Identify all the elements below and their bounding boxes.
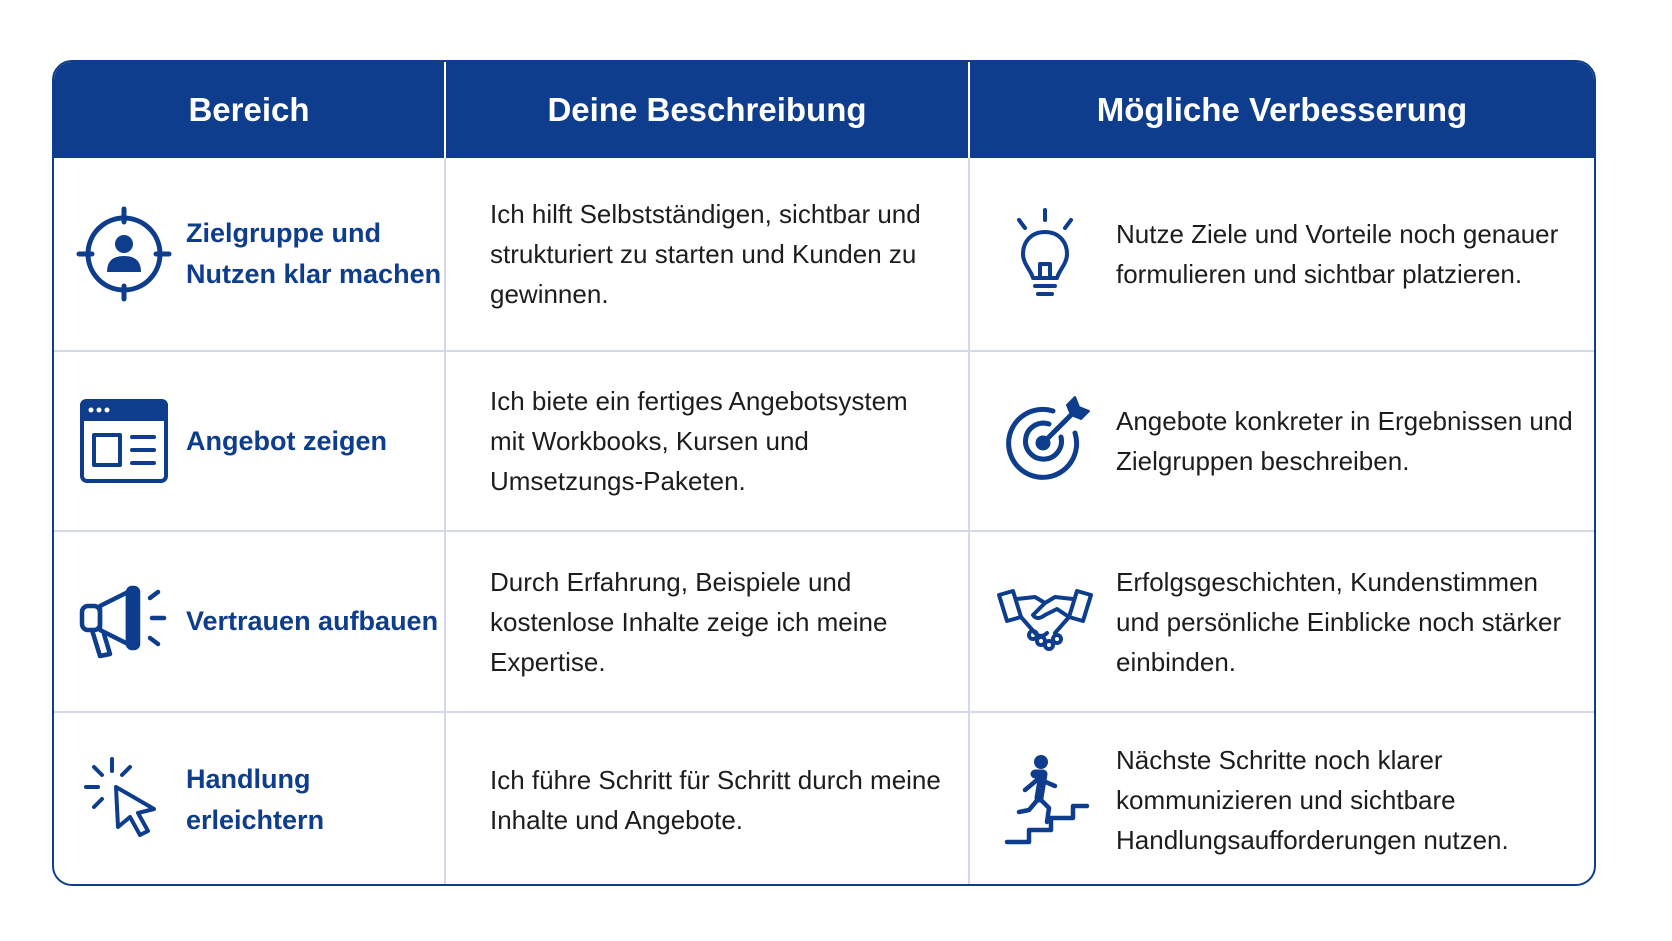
description-cell <box>444 352 968 530</box>
table-header <box>54 62 1594 158</box>
improvement-cell <box>968 532 1594 711</box>
browser-window-icon <box>74 391 174 491</box>
header-description: Deine Beschreibung <box>444 62 968 158</box>
description-cell <box>444 158 968 350</box>
improvement-text: Erfolgsgeschichten, Kundenstimmen und persönliche Einblicke noch stärker einbinden. <box>1116 566 1562 677</box>
description-cell <box>444 532 968 711</box>
table-row <box>54 711 1594 886</box>
description-text: Ich hilft Selbstständigen, sichtbar und strukturiert zu starten und Kunden zu gewinnen. <box>490 199 921 309</box>
area-label: Zielgruppe und Nutzen klar machen <box>186 218 442 289</box>
description-cell <box>444 713 968 886</box>
bullseye-arrow-icon <box>990 386 1100 496</box>
table-row <box>54 350 1594 530</box>
comparison-table <box>52 60 1596 886</box>
improvement-text: Nutze Ziele und Vorteile noch genauer formulieren und sichtbar platzieren. <box>1116 219 1559 289</box>
area-cell <box>54 532 444 711</box>
improvement-text: Angebote konkreter in Ergebnissen und Zielgruppen beschreiben. <box>1116 406 1573 476</box>
handshake-icon <box>990 567 1100 677</box>
header-improvement: Mögliche Verbesserung <box>968 62 1594 158</box>
header-area: Bereich <box>188 91 310 128</box>
megaphone-icon <box>74 572 174 672</box>
area-cell <box>54 713 444 886</box>
area-label: Handlung erleichtern <box>186 763 325 835</box>
stairs-climber-icon <box>990 745 1100 855</box>
improvement-cell <box>968 713 1594 886</box>
area-cell <box>54 158 444 350</box>
improvement-cell <box>968 158 1594 350</box>
description-text: Ich biete ein fertiges Angebotsystem mit Workbooks, Kursen und Umsetzungs-Paketen. <box>490 386 908 496</box>
lightbulb-icon <box>990 199 1100 309</box>
target-person-icon <box>74 204 174 304</box>
improvement-text: Nächste Schritte noch klarer kommunizieren und sichtbare Handlungsaufforderungen nutzen. <box>1116 744 1509 855</box>
description-text: Ich führe Schritt für Schritt durch meine Inhalte und Angebote. <box>490 764 941 835</box>
table-row <box>54 530 1594 711</box>
table-row <box>54 158 1594 350</box>
description-text: Durch Erfahrung, Beispiele und kostenlose Inhalte zeige ich meine Expertise. <box>490 566 888 677</box>
improvement-cell <box>968 352 1594 530</box>
area-cell <box>54 352 444 530</box>
cursor-click-icon <box>74 750 174 850</box>
area-label: Vertrauen aufbauen <box>186 606 439 636</box>
area-label: Angebot zeigen <box>186 425 387 456</box>
